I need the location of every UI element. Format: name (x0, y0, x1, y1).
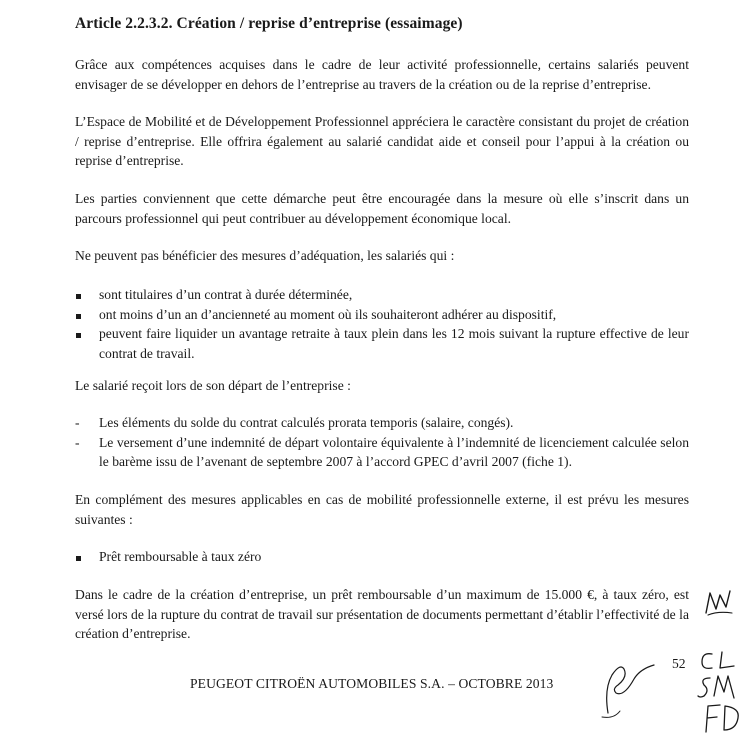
bullet-square-icon (75, 324, 91, 344)
measures-list (75, 547, 689, 567)
handwritten-initials-icon (700, 585, 740, 621)
paragraph-exclusions-intro: Ne peuvent pas bénéficier des mesures d’adéquation, les salariés qui : (75, 248, 455, 263)
departure-list (75, 413, 689, 472)
list-item: - Le versement d’une indemnité de départ volontaire équivalente à l’indemnité de licenciement calculée selon le barème issu de l’avenant de septembre 2007 à l’accord GPEC d’avril 2007 (fiche 1). (75, 434, 689, 469)
paragraph-loan: Dans le cadre de la création d’entreprise, un prêt remboursable d’un maximum de 15.000 €, à taux zéro, est versé lors de la rupture du contrat de travail sur présentation de documents permettant d’établir l’effectivité de la création d’entreprise. (75, 587, 689, 641)
bullet-square-icon (75, 285, 91, 305)
paragraph-espace-mobilite: L’Espace de Mobilité et de Développement Professionnel appréciera le caractère consistant du projet de création / reprise d’entreprise. Elle offrira également au salarié candidat aide et conseil pour l’appui à la création ou reprise d’entreprise. (75, 114, 689, 168)
paragraph-complement: En complément des mesures applicables en cas de mobilité professionnelle externe, il est prévu les mesures suivantes : (75, 492, 689, 527)
list-item: - Les éléments du solde du contrat calculés prorata temporis (salaire, congés). (75, 413, 689, 433)
handwritten-sm-initials-icon (696, 672, 742, 702)
page-number: 52 (672, 656, 686, 671)
dash-marker: - (75, 434, 80, 450)
handwritten-signature-icon (594, 655, 658, 725)
bullet-square-icon (75, 547, 91, 567)
paragraph-parties: Les parties conviennent que cette démarche peut être encouragée dans la mesure où elle s’inscrit dans un parcours professionnel qui peut contribuer au développement économique local. (75, 191, 689, 226)
paragraph-departure-intro: Le salarié reçoit lors de son départ de l’entreprise : (75, 378, 351, 393)
list-item: sont titulaires d’un contrat à durée déterminée, (75, 285, 689, 305)
paragraph-intro: Grâce aux compétences acquises dans le cadre de leur activité professionnelle, certains salariés peuvent envisager de se développer en dehors de l’entreprise au travers de la création ou de la reprise d’entreprise. (75, 57, 689, 92)
dash-marker: - (75, 415, 80, 430)
page-footer: PEUGEOT CITROËN AUTOMOBILES S.A. – OCTOBRE 2013 (190, 676, 554, 691)
article-title: Article 2.2.3.2. Création / reprise d’entreprise (essaimage) (75, 15, 463, 32)
bullet-square-icon (75, 305, 91, 325)
list-item: Prêt remboursable à taux zéro (75, 547, 689, 567)
exclusion-list (75, 285, 689, 363)
handwritten-fd-initials-icon (700, 700, 744, 736)
list-item: ont moins d’un an d’ancienneté au moment où ils souhaiteront adhérer au dispositif, (75, 305, 689, 325)
list-item: peuvent faire liquider un avantage retraite à taux plein dans les 12 mois suivant la rupture effective de leur contrat de travail. (75, 324, 689, 363)
